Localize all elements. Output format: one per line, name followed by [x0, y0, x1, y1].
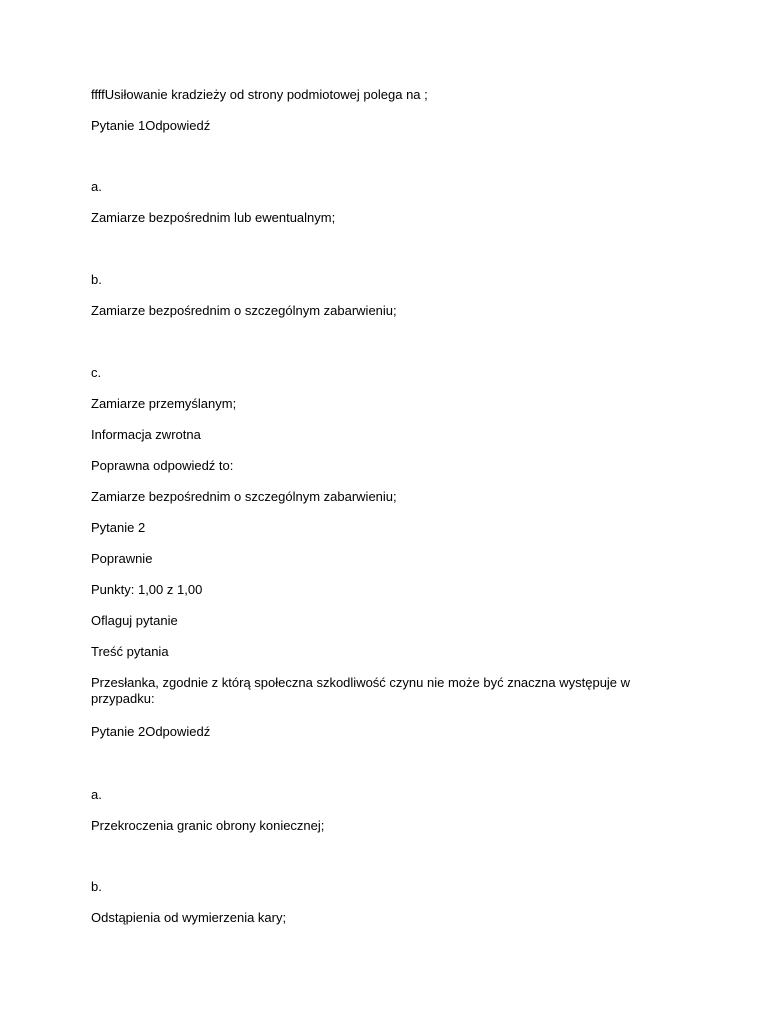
question-2-text: Przesłanka, zgodnie z którą społeczna szkodliwość czynu nie może być znaczna występuje w przypadku:	[91, 675, 631, 706]
question-2-option-a-letter: a.	[91, 787, 102, 802]
question-2-status: Poprawnie	[91, 551, 153, 566]
question-1-option-c-text: Zamiarze przemyślanym;	[91, 396, 237, 411]
question-2-answer-header: Pytanie 2Odpowiedź	[91, 724, 211, 739]
question-1-title: ffffUsiłowanie kradzieży od strony podmiotowej polega na ;	[91, 87, 428, 102]
question-1-answer-header: Pytanie 1Odpowiedź	[91, 118, 211, 133]
question-2-option-b-text: Odstąpienia od wymierzenia kary;	[91, 910, 287, 925]
question-1-option-b-letter: b.	[91, 272, 102, 287]
question-1-option-a-text: Zamiarze bezpośrednim lub ewentualnym;	[91, 210, 336, 225]
correct-answer-label: Poprawna odpowiedź to:	[91, 458, 234, 473]
question-1-option-c-letter: c.	[91, 365, 102, 380]
correct-answer-text: Zamiarze bezpośrednim o szczególnym zabarwieniu;	[91, 489, 397, 504]
question-2-option-a-text: Przekroczenia granic obrony koniecznej;	[91, 818, 325, 833]
question-2-option-b-letter: b.	[91, 879, 102, 894]
question-1-option-b-text: Zamiarze bezpośrednim o szczególnym zabarwieniu;	[91, 303, 397, 318]
question-2-flag: Oflaguj pytanie	[91, 613, 178, 628]
question-2-label: Pytanie 2	[91, 520, 146, 535]
question-2-content-label: Treść pytania	[91, 644, 169, 659]
question-2-points: Punkty: 1,00 z 1,00	[91, 582, 203, 597]
question-1-option-a-letter: a.	[91, 179, 102, 194]
feedback-label: Informacja zwrotna	[91, 427, 201, 442]
